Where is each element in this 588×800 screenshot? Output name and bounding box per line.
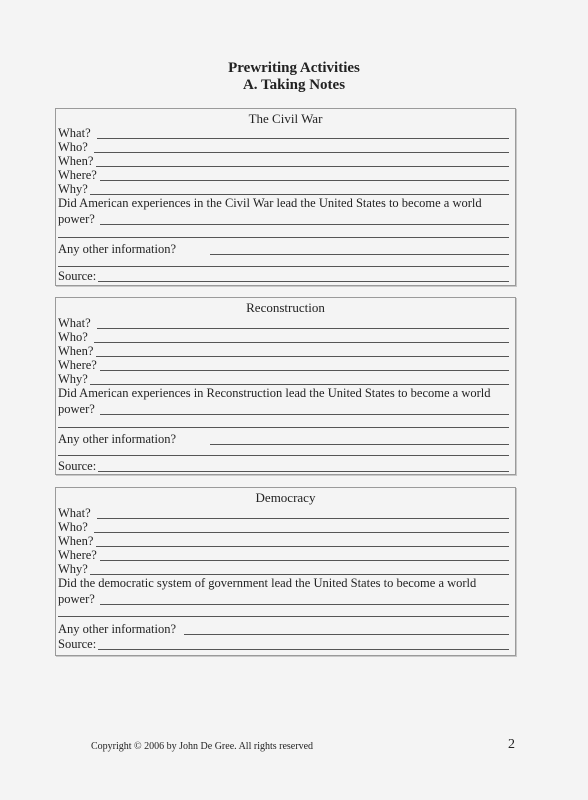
when-row xyxy=(58,534,509,548)
world-power-question xyxy=(58,384,509,402)
where-row xyxy=(58,548,509,562)
extra-answer-line[interactable] xyxy=(58,455,509,456)
where-label: Where? xyxy=(58,168,97,182)
source-label: Source: xyxy=(58,269,97,283)
source-row xyxy=(58,637,509,651)
question-line-1: Did the democratic system of government lead the United States to become a world xyxy=(58,576,477,590)
what-answer-line[interactable] xyxy=(97,518,509,519)
what-row xyxy=(58,316,509,330)
who-row xyxy=(58,140,509,154)
source-row xyxy=(58,459,509,473)
heading-taking-notes: A. Taking Notes xyxy=(242,77,346,93)
where-row xyxy=(58,358,509,372)
other-info-label: Any other information? xyxy=(58,432,177,446)
what-row xyxy=(58,126,509,140)
other-info-answer-line[interactable] xyxy=(184,634,509,635)
extra-answer-line[interactable] xyxy=(58,427,509,428)
other-info-answer-line[interactable] xyxy=(210,444,509,445)
why-label: Why? xyxy=(58,182,88,196)
who-answer-line[interactable] xyxy=(94,342,509,343)
what-label: What? xyxy=(58,316,91,330)
what-row xyxy=(58,506,509,520)
when-label: When? xyxy=(58,344,94,358)
world-power-question xyxy=(58,574,509,592)
why-label: Why? xyxy=(58,562,88,576)
where-answer-line[interactable] xyxy=(100,370,509,371)
power-answer-line[interactable] xyxy=(100,224,509,225)
why-label: Why? xyxy=(58,372,88,386)
when-label: When? xyxy=(58,154,94,168)
what-answer-line[interactable] xyxy=(97,328,509,329)
page-title xyxy=(0,60,588,94)
where-row xyxy=(58,168,509,182)
what-label: What? xyxy=(58,506,91,520)
other-info-label: Any other information? xyxy=(58,622,177,636)
other-info-row xyxy=(58,242,509,256)
extra-answer-line[interactable] xyxy=(58,266,509,267)
notes-section-democracy xyxy=(55,487,516,656)
power-row xyxy=(58,402,509,416)
other-info-label: Any other information? xyxy=(58,242,177,256)
when-label: When? xyxy=(58,534,94,548)
who-answer-line[interactable] xyxy=(94,532,509,533)
who-label: Who? xyxy=(58,330,88,344)
power-label: power? xyxy=(58,592,95,606)
when-row xyxy=(58,154,509,168)
where-label: Where? xyxy=(58,358,97,372)
when-answer-line[interactable] xyxy=(96,546,509,547)
source-answer-line[interactable] xyxy=(98,281,509,282)
power-answer-line[interactable] xyxy=(100,414,509,415)
when-answer-line[interactable] xyxy=(96,166,509,167)
source-answer-line[interactable] xyxy=(98,649,509,650)
source-answer-line[interactable] xyxy=(98,471,509,472)
power-answer-line[interactable] xyxy=(100,604,509,605)
who-answer-line[interactable] xyxy=(94,152,509,153)
copyright-notice: Copyright © 2006 by John De Gree. All rights reserved xyxy=(91,741,314,752)
other-info-row xyxy=(58,432,509,446)
who-row xyxy=(58,520,509,534)
power-row xyxy=(58,592,509,606)
source-label: Source: xyxy=(58,459,97,473)
where-answer-line[interactable] xyxy=(100,560,509,561)
when-answer-line[interactable] xyxy=(96,356,509,357)
power-row xyxy=(58,212,509,226)
where-label: Where? xyxy=(58,548,97,562)
who-label: Who? xyxy=(58,140,88,154)
extra-answer-line[interactable] xyxy=(58,237,509,238)
other-info-answer-line[interactable] xyxy=(210,254,509,255)
power-label: power? xyxy=(58,402,95,416)
question-line-1: Did American experiences in Reconstruction lead the United States to become a world xyxy=(58,386,491,400)
section-title: Democracy xyxy=(255,490,316,505)
what-answer-line[interactable] xyxy=(97,138,509,139)
question-line-1: Did American experiences in the Civil War lead the United States to become a world xyxy=(58,196,482,210)
other-info-row xyxy=(58,622,509,636)
what-label: What? xyxy=(58,126,91,140)
notes-section-civil-war xyxy=(55,108,516,286)
who-label: Who? xyxy=(58,520,88,534)
page-number: 2 xyxy=(508,737,515,752)
section-title: The Civil War xyxy=(248,111,323,126)
source-label: Source: xyxy=(58,637,97,651)
who-row xyxy=(58,330,509,344)
source-row xyxy=(58,269,509,283)
power-label: power? xyxy=(58,212,95,226)
section-title: Reconstruction xyxy=(246,300,325,315)
notes-section-reconstruction xyxy=(55,297,516,475)
world-power-question xyxy=(58,194,509,212)
heading-prewriting: Prewriting Activities xyxy=(228,60,360,76)
when-row xyxy=(58,344,509,358)
extra-answer-line[interactable] xyxy=(58,616,509,617)
where-answer-line[interactable] xyxy=(100,180,509,181)
